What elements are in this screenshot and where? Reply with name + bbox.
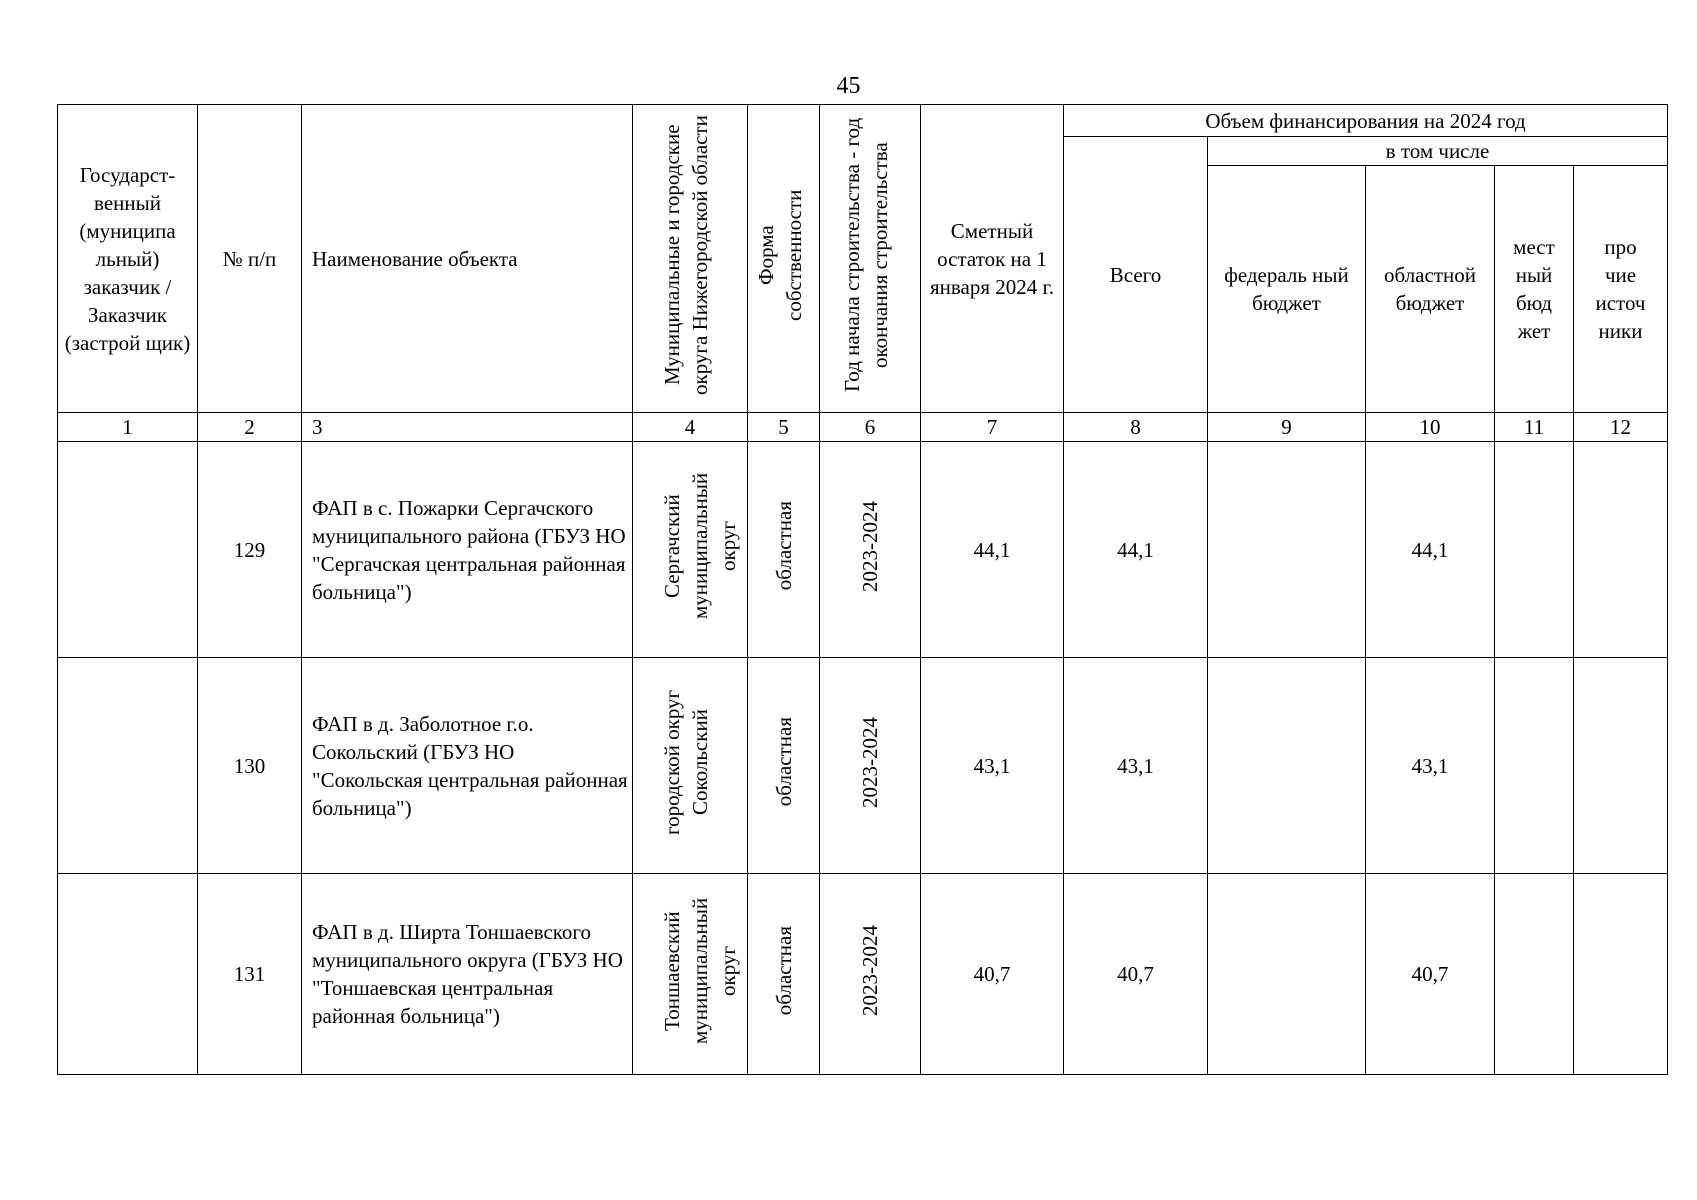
header-customer: Государст-венный (муниципа льный) заказчик / Заказчик (застрой щик) xyxy=(58,105,198,413)
column-number-row xyxy=(58,413,1668,442)
cell-estimate: 44,1 xyxy=(921,442,1064,658)
column-number: 3 xyxy=(302,413,633,442)
table-row xyxy=(58,874,1668,1075)
cell-total: 44,1 xyxy=(1064,442,1208,658)
header-ownership: Форма собственности xyxy=(748,105,820,413)
header-funding: Объем финансирования на 2024 год xyxy=(1064,105,1668,137)
cell-num: 129 xyxy=(198,442,302,658)
cell-estimate: 40,7 xyxy=(921,874,1064,1075)
page-number: 45 xyxy=(836,73,861,99)
header-years: Год начала строительства - год окончания строительства xyxy=(820,105,921,413)
cell-name: ФАП в д. Заболотное г.о. Сокольский (ГБУЗ НО "Сокольская центральная районная больница") xyxy=(302,658,633,874)
header-other: про чие источ ники xyxy=(1574,166,1668,413)
table-row xyxy=(58,658,1668,874)
cell-total: 40,7 xyxy=(1064,874,1208,1075)
header-num: № п/п xyxy=(198,105,302,413)
cell-federal xyxy=(1208,874,1366,1075)
column-number: 10 xyxy=(1366,413,1495,442)
cell-ownership: областная xyxy=(748,658,820,874)
header-municipal: Муниципальные и городские округа Нижегородской области xyxy=(633,105,748,413)
header-name: Наименование объекта xyxy=(302,105,633,413)
financing-table xyxy=(57,104,1668,1075)
column-number: 9 xyxy=(1208,413,1366,442)
cell-years: 2023-2024 xyxy=(820,658,921,874)
cell-other xyxy=(1574,658,1668,874)
column-number: 5 xyxy=(748,413,820,442)
column-number: 1 xyxy=(58,413,198,442)
header-federal: федераль ный бюджет xyxy=(1208,166,1366,413)
header-total: Всего xyxy=(1064,137,1208,413)
cell-customer xyxy=(58,658,198,874)
cell-regional: 43,1 xyxy=(1366,658,1495,874)
column-number: 11 xyxy=(1495,413,1574,442)
header-estimate: Сметный остаток на 1 января 2024 г. xyxy=(921,105,1064,413)
cell-regional: 40,7 xyxy=(1366,874,1495,1075)
cell-local xyxy=(1495,442,1574,658)
cell-federal xyxy=(1208,442,1366,658)
cell-name: ФАП в д. Ширта Тоншаевского муниципального округа (ГБУЗ НО "Тоншаевская центральная районная больница") xyxy=(302,874,633,1075)
cell-years: 2023-2024 xyxy=(820,874,921,1075)
cell-num: 130 xyxy=(198,658,302,874)
column-number: 4 xyxy=(633,413,748,442)
header-regional: областной бюджет xyxy=(1366,166,1495,413)
cell-name: ФАП в с. Пожарки Сергачского муниципального района (ГБУЗ НО "Сергачская центральная районная больница") xyxy=(302,442,633,658)
column-number: 12 xyxy=(1574,413,1668,442)
cell-customer xyxy=(58,874,198,1075)
cell-other xyxy=(1574,874,1668,1075)
column-number: 6 xyxy=(820,413,921,442)
header-including: в том числе xyxy=(1208,137,1668,166)
table-row xyxy=(58,442,1668,658)
cell-ownership: областная xyxy=(748,442,820,658)
cell-num: 131 xyxy=(198,874,302,1075)
column-number: 2 xyxy=(198,413,302,442)
cell-years: 2023-2024 xyxy=(820,442,921,658)
cell-total: 43,1 xyxy=(1064,658,1208,874)
cell-municipal: Сергачский муниципальный округ xyxy=(633,442,748,658)
cell-federal xyxy=(1208,658,1366,874)
cell-customer xyxy=(58,442,198,658)
column-number: 8 xyxy=(1064,413,1208,442)
header-local: мест ный бюд жет xyxy=(1495,166,1574,413)
cell-municipal: Тоншаевский муниципальный округ xyxy=(633,874,748,1075)
cell-local xyxy=(1495,658,1574,874)
cell-municipal: городской округ Сокольский xyxy=(633,658,748,874)
cell-local xyxy=(1495,874,1574,1075)
cell-estimate: 43,1 xyxy=(921,658,1064,874)
cell-other xyxy=(1574,442,1668,658)
cell-ownership: областная xyxy=(748,874,820,1075)
column-number: 7 xyxy=(921,413,1064,442)
cell-regional: 44,1 xyxy=(1366,442,1495,658)
